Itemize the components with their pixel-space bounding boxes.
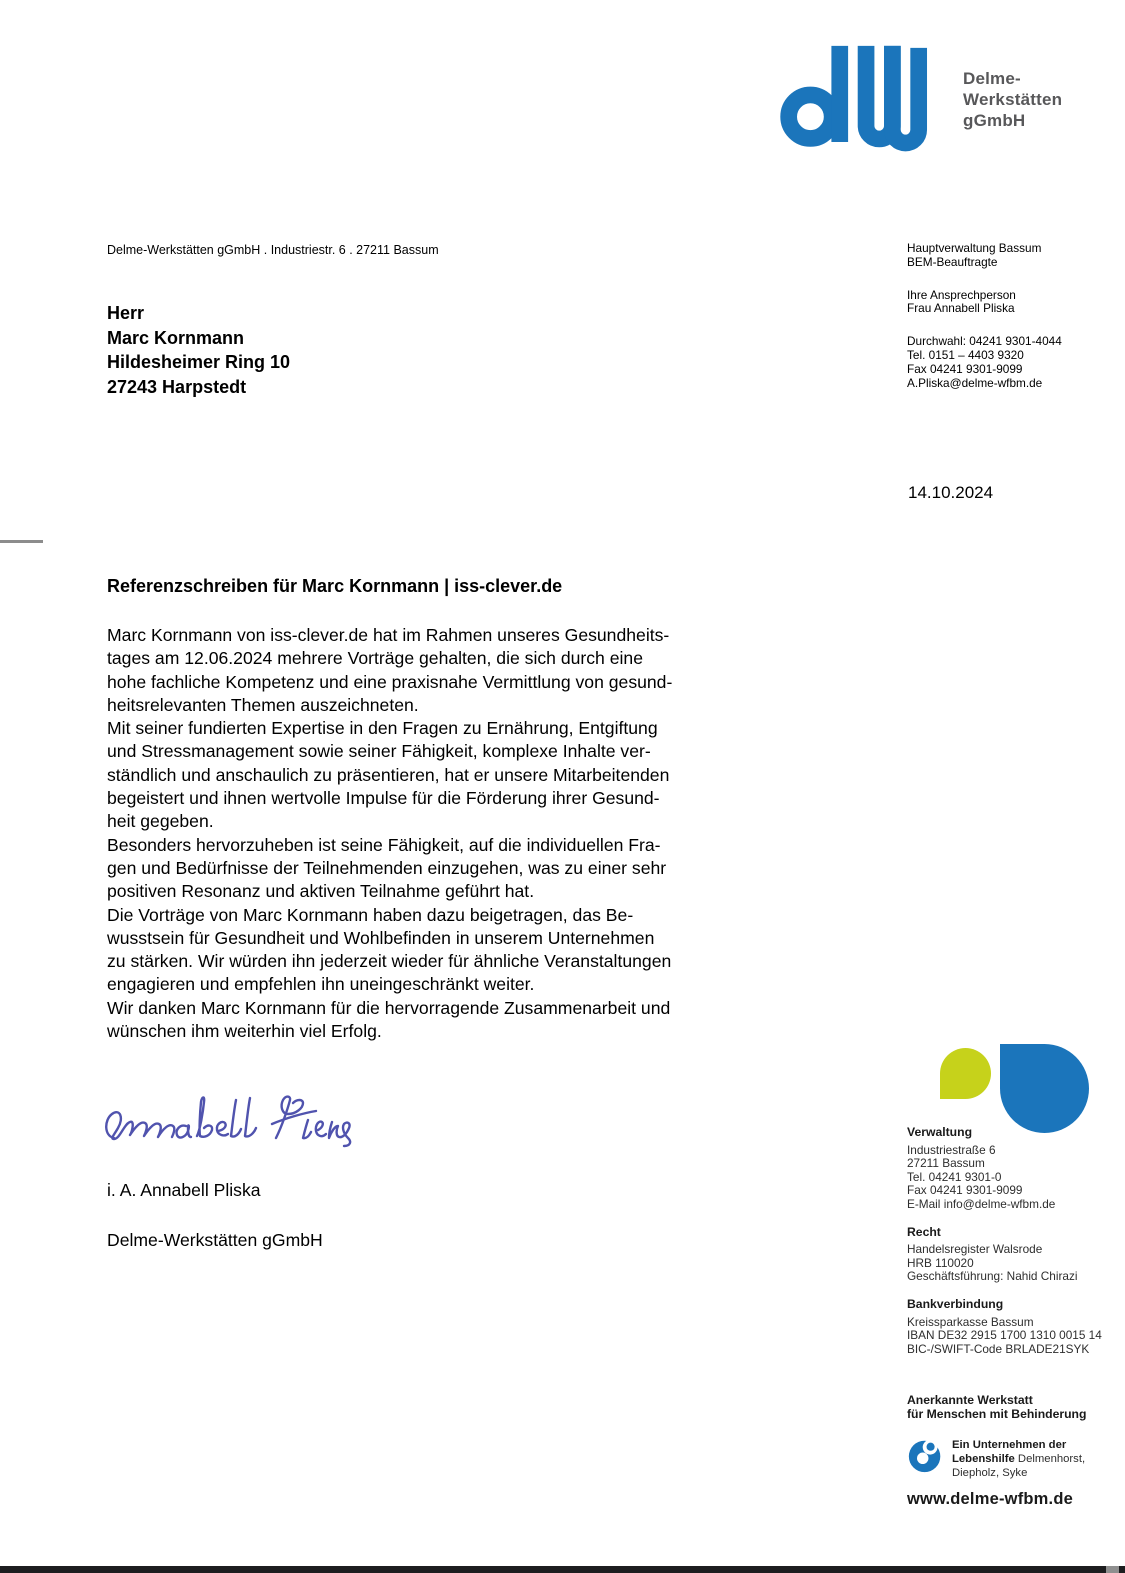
contact-phone-line: Fax 04241 9301-9099 [907, 361, 1023, 376]
contact-office-line: BEM-Beauftragte [907, 254, 998, 269]
letter-body-line: engagieren und empfehlen ihn uneingeschränkt weiter. [107, 974, 535, 995]
dw-logo-icon [775, 40, 947, 158]
footer-heading: Verwaltung [907, 1125, 973, 1139]
lebenshilfe-text [952, 1439, 1085, 1480]
signer-name: i. A. Annabell Pliska [107, 1180, 261, 1200]
contact-info-block [907, 242, 1062, 409]
logo-wordmark [963, 68, 1062, 158]
letter-body-line: heitsrelevanten Themen auszeichneten. [107, 694, 419, 715]
lebenshilfe-line3: Diepholz, Syke [952, 1466, 1028, 1479]
letter-body-line: positiven Resonanz und aktiven Teilnahme geführt hat. [107, 881, 535, 902]
footer-line: Industriestraße 6 [907, 1142, 996, 1157]
footer-line: Fax 04241 9301-9099 [907, 1183, 1023, 1198]
letter-body-line: Die Vorträge von Marc Kornmann haben dazu beigetragen, das Be- [107, 904, 634, 925]
footer-line: HRB 110020 [907, 1255, 974, 1270]
subject-line: Referenzschreiben für Marc Kornmann | iss-clever.de [107, 576, 563, 596]
footer-section-verwaltung [907, 1126, 1117, 1212]
letter-body-line: heit gegeben. [107, 811, 214, 832]
certification-note [907, 1393, 1117, 1421]
scrollbar-thumb[interactable] [1106, 1566, 1119, 1573]
logo-wordmark-line: Werkstätten [963, 90, 1063, 109]
letter-body-line: Besonders hervorzuheben ist seine Fähigkeit, auf die individuellen Fra- [107, 834, 661, 855]
contact-office [907, 242, 1062, 270]
footer-line: 27211 Bassum [907, 1156, 985, 1171]
footer-line: E-Mail info@delme-wfbm.de [907, 1196, 1056, 1211]
website-url: www.delme-wfbm.de [907, 1490, 1073, 1509]
fold-mark [0, 540, 43, 543]
lebenshilfe-line1: Ein Unternehmen der [952, 1439, 1067, 1452]
footer-section-recht [907, 1226, 1117, 1284]
contact-phone-line: A.Pliska@delme-wfbm.de [907, 375, 1043, 390]
contact-person-line: Ihre Ansprechperson [907, 287, 1016, 302]
blue-drop-icon [1000, 1044, 1089, 1133]
footer-line: BIC-/SWIFT-Code BRLADE21SYK [907, 1341, 1090, 1356]
lebenshilfe-logo-icon [907, 1437, 944, 1474]
letter-body-line: ständlich und anschaulich zu präsentieren, hat er unsere Mitarbeitenden [107, 764, 670, 785]
letter-body-line: und Stressmanagement sowie seiner Fähigkeit, komplexe Inhalte ver- [107, 741, 651, 762]
footer-column [907, 1040, 1117, 1507]
footer-line: Geschäftsführung: Nahid Chirazi [907, 1269, 1078, 1284]
letter-body-line: tages am 12.06.2024 mehrere Vorträge gehalten, die sich durch eine [107, 648, 643, 669]
contact-phone-line: Durchwahl: 04241 9301-4044 [907, 334, 1062, 349]
footer-heading: Recht [907, 1224, 941, 1239]
handwritten-signature [100, 1086, 362, 1152]
signer-company: Delme-Werkstätten gGmbH [107, 1230, 323, 1250]
contact-phone-line: Tel. 0151 – 4403 9320 [907, 347, 1024, 362]
letter-body-line: zu stärken. Wir würden ihn jederzeit wieder für ähnliche Veranstaltungen [107, 951, 672, 972]
footer-section-bankverbindung [907, 1298, 1117, 1356]
certification-line: für Menschen mit Behinderung [907, 1407, 1087, 1422]
company-logo [775, 40, 1062, 158]
lebenshilfe-line2: Lebenshilfe Delmenhorst, [952, 1452, 1086, 1465]
horizontal-scrollbar[interactable] [0, 1566, 1125, 1573]
letter-date: 14.10.2024 [908, 483, 994, 502]
letter-body-line: wusstsein für Gesundheit und Wohlbefinden in unserem Unternehmen [107, 927, 655, 948]
recipient-address-line: Marc Kornmann [107, 327, 245, 348]
letter-body-line: hohe fachliche Kompetenz und eine praxisnahe Vermittlung von gesund- [107, 671, 673, 692]
sender-return-address: Delme-Werkstätten gGmbH . Industriestr. 6 . 27211 Bassum [107, 243, 439, 257]
recipient-address-line: 27243 Harpstedt [107, 376, 247, 397]
logo-wordmark-line: gGmbH [963, 111, 1026, 130]
footer-line: Handelsregister Walsrode [907, 1242, 1043, 1257]
footer-line: Kreissparkasse Bassum [907, 1314, 1034, 1329]
contact-office-line: Hauptverwaltung Bassum [907, 241, 1042, 255]
contact-person [907, 289, 1062, 317]
letter-body-line: gen und Bedürfnisse der Teilnehmenden einzugehen, was zu einer sehr [107, 857, 667, 878]
brand-drops [907, 1040, 1117, 1126]
footer-heading: Bankverbindung [907, 1296, 1004, 1311]
letter-body-line: wünschen ihm weiterhin viel Erfolg. [107, 1021, 382, 1042]
letter-body-line: Mit seiner fundierten Expertise in den Fragen zu Ernährung, Entgiftung [107, 718, 658, 739]
recipient-address [107, 301, 290, 399]
recipient-address-line: Herr [107, 303, 145, 323]
footer-line: Tel. 04241 9301-0 [907, 1169, 1002, 1184]
green-drop-icon [940, 1048, 991, 1099]
letter-body-line: Wir danken Marc Kornmann für die hervorragende Zusammenarbeit und [107, 997, 671, 1018]
recipient-address-line: Hildesheimer Ring 10 [107, 352, 291, 372]
footer-line: IBAN DE32 2915 1700 1310 0015 14 [907, 1328, 1102, 1343]
contact-phones [907, 335, 1062, 390]
letter-body-line: Marc Kornmann von iss-clever.de hat im Rahmen unseres Gesundheits- [107, 625, 670, 645]
logo-wordmark-line: Delme- [963, 69, 1021, 88]
contact-person-line: Frau Annabell Pliska [907, 301, 1015, 316]
letter-body [107, 624, 807, 1043]
letter-body-line: begeistert und ihnen wertvolle Impulse für die Förderung ihrer Gesund- [107, 788, 660, 809]
certification-line: Anerkannte Werkstatt [907, 1393, 1033, 1408]
lebenshilfe-block [907, 1437, 1117, 1480]
